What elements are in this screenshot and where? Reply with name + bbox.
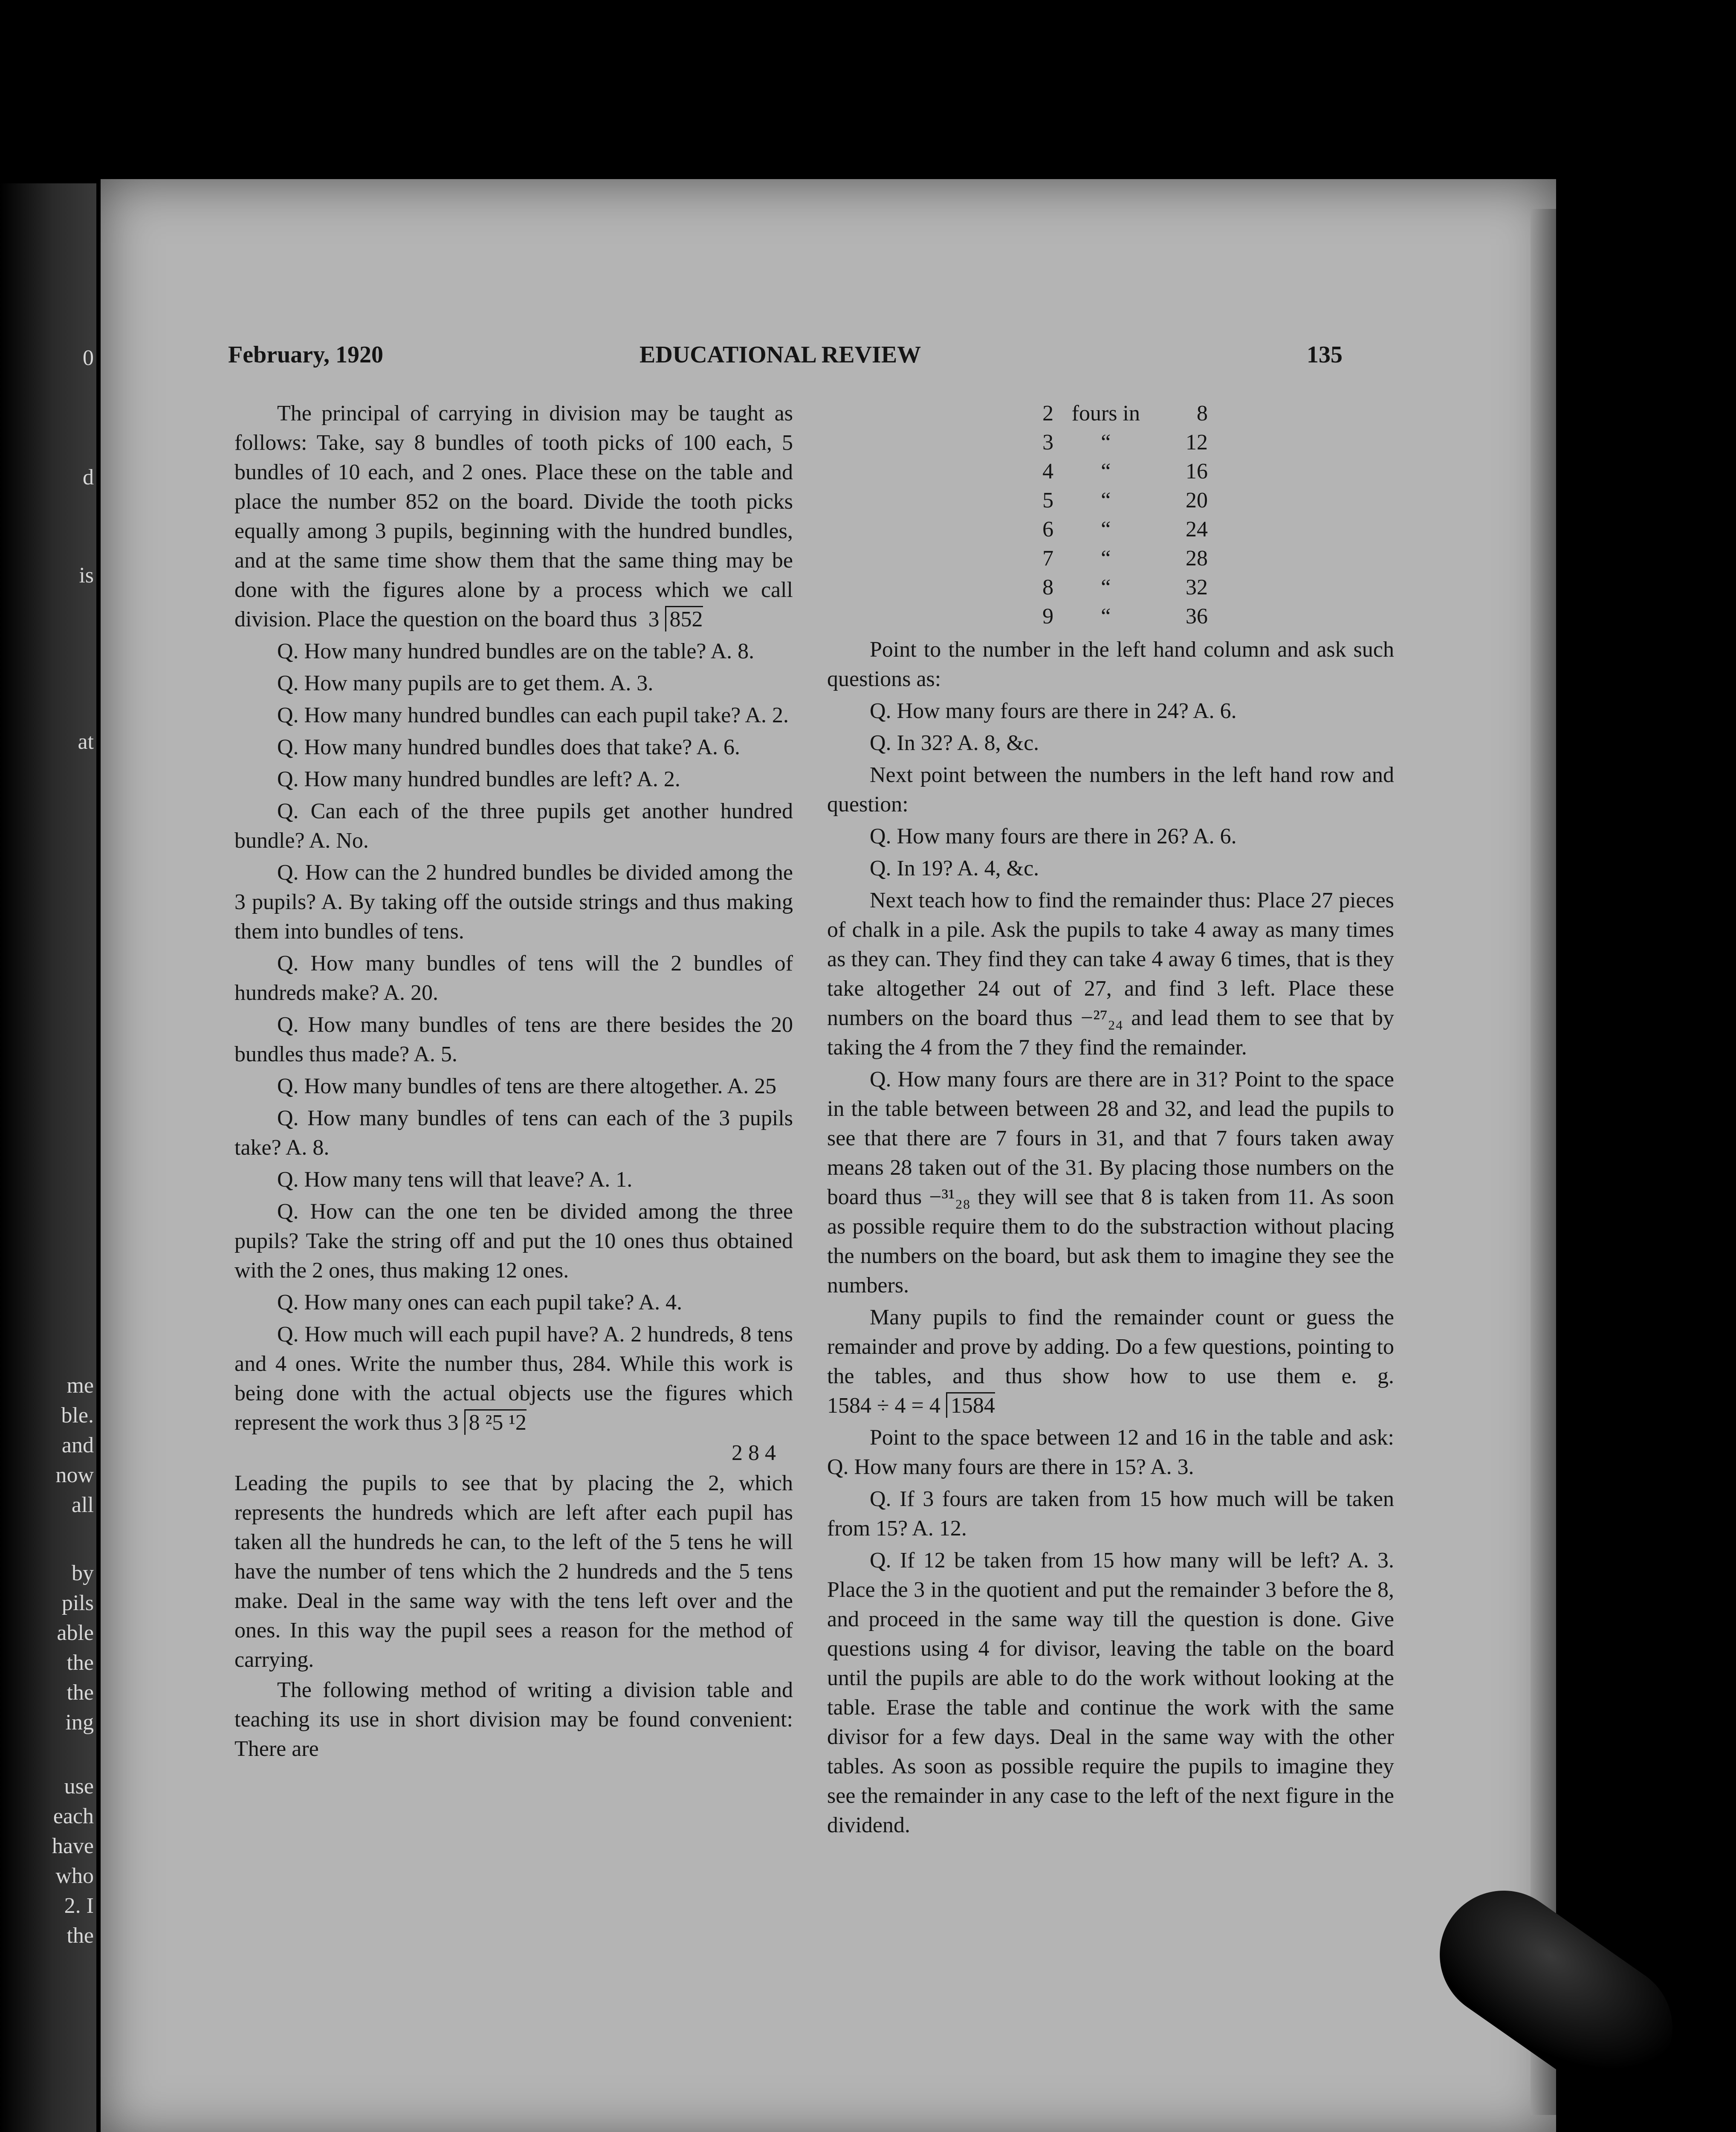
question: Q. In 19? A. 4, &c. (870, 856, 1039, 881)
header-title: EDUCATIONAL REVIEW (639, 342, 921, 368)
question: Q. How many hundred bundles does that take? A. 6. (277, 735, 741, 759)
question: Q. How can the 2 hundred bundles be divided among the 3 pupils? A. By taking off the outside strings and thus making them into bundles of tens. (234, 860, 793, 944)
question: Q. How many hundred bundles can each pupil take? A. 2. (277, 703, 789, 727)
fragment: d (83, 465, 94, 490)
question: Q. How many ones can each pupil take? A. 4. (277, 1290, 683, 1315)
question: Q. If 3 fours are taken from 15 how much will be taken from 15? A. 12. (827, 1487, 1394, 1541)
fragment: at (78, 730, 94, 754)
question: Q. How many bundles of tens are there besides the 20 bundles thus made? A. 5. (234, 1013, 793, 1066)
question: Q. How can the one ten be divided among the three pupils? Take the string off and put the 10 ones thus obtained with the 2 ones, thus making 12 ones. (234, 1199, 793, 1283)
fragment: 2. I (64, 1894, 94, 1918)
table-row: 6 “ 24 (1042, 517, 1208, 542)
question: Q. How many bundles of tens can each of the 3 pupils take? A. 8. (234, 1106, 793, 1160)
paragraph: The principal of carrying in division may be taught as follows: Take, say 8 bundles of tooth picks of 100 each, 5 bundles of 10 each, and 2 ones. Place these on the table and place the number 852 on the board. Divide the tooth picks equally among 3 pupils, beginning with the hundred bundles, and at the same time show them that the same thing may be done with the figures alone by a process which we call division. Place the question on the board thus 3 852 (234, 401, 793, 631)
fragment: the (67, 1651, 94, 1675)
paragraph: Point to the space between 12 and 16 in the table and ask: Q. How many fours are there in 15? A. 3. (827, 1425, 1394, 1479)
paragraph: Leading the pupils to see that by placing the 2, which represents the hundreds which are left after each pupil has taken all the hundreds he can, to the left of the 5 tens he will have the number of tens which the 2 hundreds and the 5 tens make. Deal in the same way with the tens left over and the ones. In this way the pupil sees a reason for the method of carrying. (234, 1471, 793, 1672)
header-date: February, 1920 (228, 342, 383, 368)
question: Q. How many fours are there in 26? A. 6. (870, 824, 1237, 849)
division-setup: 3 852 (643, 606, 703, 631)
left-column (234, 399, 793, 1764)
question: Q. How many hundred bundles are left? A. 2. (277, 767, 680, 791)
fragment: the (67, 1923, 94, 1948)
question: Q. Can each of the three pupils get another hundred bundle? A. No. (234, 799, 793, 853)
fragment: pils (61, 1591, 94, 1615)
question: Q. How many hundred bundles are on the table? A. 8. (277, 639, 755, 663)
subtraction-setup: −³¹₂₈ (929, 1185, 971, 1209)
division-setup: 1584 ÷ 4 = 4 1584 (827, 1392, 995, 1418)
question: Q. If 12 be taken from 15 how many will be left? A. 3. Place the 3 in the quotient and put the remainder 3 before the 8, and proceed in the same way till the question is done. Give questions using 4 for divisor, leaving the table on the board until the pupils are able to do the work without looking at the table. Erase the table and continue the work with the same divisor for a few days. Deal in the same way with the other tables. As soon as possible require the pupils to imagine they see the remainder in any case to the left of the next figure in the dividend. (827, 1548, 1394, 1837)
fragment: able (57, 1621, 94, 1645)
table-row: 9 “ 36 (1042, 604, 1208, 629)
paragraph: Next teach how to find the remainder thus: Place 27 pieces of chalk in a pile. Ask the pupils to take 4 away as many times as they can. They find they can take 4 away 6 times, that is they take altogether 24 out of 27, and find 3 left. Place these numbers on the board thus −²⁷₂₄ and lead them to see that by taking the 4 from the 7 they find the remainder. (827, 888, 1395, 1060)
quotient: 2 8 4 (732, 1441, 776, 1465)
page-edge (1531, 209, 1556, 2115)
fragment: use (64, 1774, 94, 1799)
question: Q. In 32? A. 8, &c. (870, 731, 1039, 755)
paragraph: Point to the number in the left hand column and ask such questions as: (827, 637, 1394, 691)
page-number: 135 (1307, 342, 1343, 368)
table-row: 2 fours in 8 (1042, 401, 1208, 426)
adjacent-page (0, 183, 96, 2132)
question: Q. How many tens will that leave? A. 1. (277, 1167, 633, 1192)
table-row: 3 “ 12 (1042, 430, 1208, 455)
fragment: by (72, 1561, 94, 1585)
fragment: now (55, 1463, 94, 1487)
question: Q. How many bundles of tens will the 2 bundles of hundreds make? A. 20. (234, 951, 793, 1005)
fragment: is (79, 563, 94, 588)
question: Q. How many pupils are to get them. A. 3. (277, 671, 654, 695)
fragment: me (67, 1373, 94, 1398)
question: Q. How many fours are there are in 31? Point to the space in the table between between 28 and 32, and lead the pupils to see that there are 7 fours in 31, and that 7 fours taken away means 28 taken out of the 31. By placing those numbers on the board thus −³¹₂₈ they will see that 8 is taken from 11. As soon as possible require them to do the substraction without placing the numbers on the board, but ask them to imagine they see the numbers. (827, 1067, 1395, 1298)
table-row: 7 “ 28 (1042, 546, 1208, 571)
paragraph: Next point between the numbers in the left hand row and question: (827, 763, 1394, 817)
fragment: all (72, 1493, 94, 1517)
question: Q. How much will each pupil have? A. 2 hundreds, 8 tens and 4 ones. Write the number thus, 284. While this work is being done with the actual objects use the figures which represent the work thus 3 8 ²5 ¹2 (234, 1322, 793, 1435)
question: Q. How many bundles of tens are there altogether. A. 25 (277, 1074, 777, 1098)
fragment: who (55, 1864, 94, 1888)
table-row: 8 “ 32 (1042, 575, 1208, 600)
table-row: 5 “ 20 (1042, 488, 1208, 513)
subtraction-setup: −²⁷₂₄ (1080, 1006, 1123, 1030)
table-row: 4 “ 16 (1042, 459, 1208, 484)
fragment: have (52, 1834, 94, 1858)
paragraph: Many pupils to find the remainder count or guess the remainder and prove by adding. Do a few questions, pointing to the tables, and thus show how to use them e. g. 1584 ÷ 4 = 4 1584 (827, 1305, 1394, 1418)
paragraph: The following method of writing a division table and teaching its use in short division may be found convenient: There are (234, 1678, 793, 1761)
fragment: 0 (83, 346, 94, 370)
fragment: ble. (61, 1403, 94, 1428)
fragment: each (53, 1804, 94, 1828)
right-column (827, 399, 1394, 1841)
question: Q. How many fours are there in 24? A. 6. (870, 699, 1237, 723)
fragment: the (67, 1680, 94, 1705)
division-setup: 3 8 ²5 ¹2 (448, 1409, 527, 1435)
fragment: and (61, 1433, 94, 1457)
fragment: ing (65, 1710, 94, 1735)
division-table (1004, 399, 1217, 631)
